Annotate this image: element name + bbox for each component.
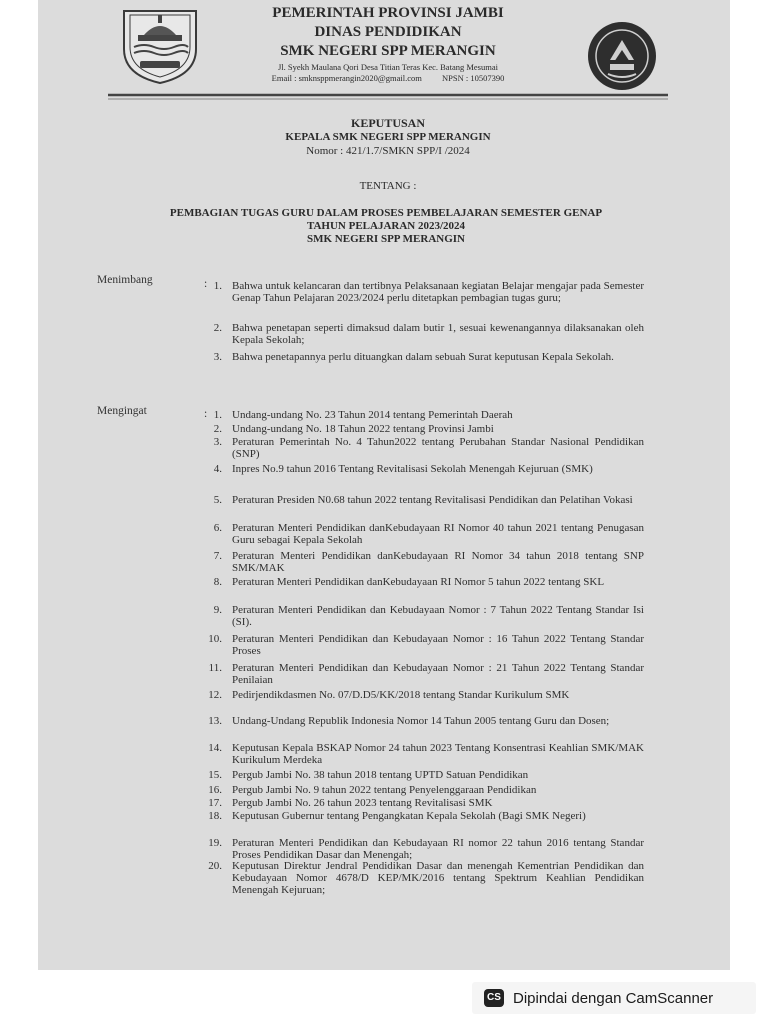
mengingat-item-text: Peraturan Pemerintah No. 4 Tahun2022 tentang Perubahan Standar Nasional Pendidikan (SNP) bbox=[232, 436, 644, 460]
mengingat-item-number: 9. bbox=[213, 604, 222, 616]
menimbang-item-number: 2. bbox=[213, 322, 222, 334]
mengingat-item-text: Undang-undang No. 23 Tahun 2014 tentang Pemerintah Daerah bbox=[232, 409, 513, 421]
menimbang-item-text: Bahwa penetapannya perlu dituangkan dalam sebuah Surat keputusan Kepala Sekolah. bbox=[232, 351, 614, 363]
mengingat-item-text: Pedirjendikdasmen No. 07/D.D5/KK/2018 tentang Standar Kurikulum SMK bbox=[232, 689, 570, 701]
decree-number: Nomor : 421/1.7/SMKN SPP/I /2024 bbox=[306, 145, 470, 157]
decree-title bbox=[188, 116, 588, 193]
subject-line-3: SMK NEGERI SPP MERANGIN bbox=[307, 233, 465, 245]
letterhead bbox=[188, 4, 588, 84]
letterhead-address: Jl. Syekh Maulana Qori Desa Titian Teras Kec. Batang Mesumai bbox=[278, 62, 498, 72]
mengingat-item-text: Peraturan Menteri Pendidikan dan Kebudayaan RI nomor 22 tahun 2016 tentang Standar Proses Pendidikan Dasar dan Menengah; bbox=[232, 837, 644, 861]
mengingat-item-number: 15. bbox=[208, 769, 222, 781]
menimbang-item-text: Bahwa untuk kelancaran dan tertibnya Pelaksanaan kegiatan Belajar mengajar pada Semester Genap Tahun Pelajaran 2023/2024 perlu ditetapkan pembagian tugas guru; bbox=[232, 280, 644, 304]
decree-about-label: TENTANG : bbox=[359, 180, 417, 192]
mengingat-item-number: 13. bbox=[208, 715, 222, 727]
letterhead-email: Email : smknsppmerangin2020@gmail.com bbox=[271, 73, 422, 83]
mengingat-item-number: 3. bbox=[213, 436, 222, 448]
mengingat-item-text: Peraturan Menteri Pendidikan danKebudayaan RI Nomor 40 tahun 2021 tentang Penugasan Guru sebagai Kepala Sekolah bbox=[232, 522, 644, 546]
camscanner-icon: CS bbox=[484, 989, 504, 1007]
mengingat-item-number: 16. bbox=[208, 784, 222, 796]
mengingat-item-text: Inpres No.9 tahun 2016 Tentang Revitalisasi Sekolah Menengah Kejuruan (SMK) bbox=[232, 463, 593, 475]
mengingat-item-number: 5. bbox=[213, 494, 222, 506]
mengingat-item-number: 14. bbox=[208, 742, 222, 754]
decree-issuer: KEPALA SMK NEGERI SPP MERANGIN bbox=[285, 131, 491, 143]
mengingat-item-number: 12. bbox=[208, 689, 222, 701]
decree-subject bbox=[140, 207, 632, 246]
mengingat-item-text: Keputusan Kepala BSKAP Nomor 24 tahun 2023 Tentang Konsentrasi Keahlian SMK/MAK Kurikulum Merdeka bbox=[232, 742, 644, 766]
letterhead-agency: DINAS PENDIDIKAN bbox=[314, 24, 462, 40]
mengingat-item-number: 1. bbox=[213, 409, 222, 421]
menimbang-item-text: Bahwa penetapan seperti dimaksud dalam butir 1, sesuai kewenangannya dilaksanakan oleh Kepala Sekolah; bbox=[232, 322, 644, 346]
subject-line-1: PEMBAGIAN TUGAS GURU DALAM PROSES PEMBELAJARAN SEMESTER GENAP bbox=[169, 207, 603, 219]
mengingat-item-number: 20. bbox=[208, 860, 222, 872]
mengingat-item-text: Keputusan Gubernur tentang Pengangkatan Kepala Sekolah (Bagi SMK Negeri) bbox=[232, 810, 586, 822]
letterhead-school: SMK NEGERI SPP MERANGIN bbox=[280, 43, 496, 59]
mengingat-item-text: Undang-Undang Republik Indonesia Nomor 14 Tahun 2005 tentang Guru dan Dosen; bbox=[232, 715, 610, 727]
mengingat-item-text: Pergub Jambi No. 9 tahun 2022 tentang Penyelenggaraan Pendidikan bbox=[232, 784, 537, 796]
mengingat-item-text: Undang-undang No. 18 Tahun 2022 tentang Provinsi Jambi bbox=[232, 423, 494, 435]
mengingat-item-number: 8. bbox=[213, 576, 222, 588]
decree-heading: KEPUTUSAN bbox=[350, 116, 425, 130]
letterhead-npsn: NPSN : 10507390 bbox=[441, 73, 505, 83]
scanned-document-page bbox=[38, 0, 730, 970]
menimbang-colon: : bbox=[204, 278, 208, 290]
letterhead-contact bbox=[188, 73, 588, 84]
letterhead-government: PEMERINTAH PROVINSI JAMBI bbox=[272, 5, 504, 21]
mengingat-item-number: 17. bbox=[208, 797, 222, 809]
mengingat-item-text: Peraturan Menteri Pendidikan dan Kebudayaan Nomor : 7 Tahun 2022 Tentang Standar Isi (SI). bbox=[232, 604, 644, 628]
letterhead-divider bbox=[108, 93, 668, 101]
mengingat-item-number: 4. bbox=[213, 463, 222, 475]
mengingat-item-text: Peraturan Menteri Pendidikan danKebudayaan RI Nomor 34 tahun 2018 tentang SNP SMK/MAK bbox=[232, 550, 644, 574]
mengingat-item-number: 7. bbox=[213, 550, 222, 562]
mengingat-item-number: 10. bbox=[208, 633, 222, 645]
mengingat-item-number: 11. bbox=[208, 662, 222, 674]
mengingat-item-text: Peraturan Menteri Pendidikan danKebudayaan RI Nomor 5 tahun 2022 tentang SKL bbox=[232, 576, 605, 588]
camscanner-watermark bbox=[472, 982, 756, 1014]
mengingat-item-number: 2. bbox=[213, 423, 222, 435]
subject-line-2: TAHUN PELAJARAN 2023/2024 bbox=[306, 220, 466, 232]
mengingat-item-number: 6. bbox=[213, 522, 222, 534]
mengingat-colon: : bbox=[204, 408, 208, 420]
menimbang-item-number: 1. bbox=[213, 280, 222, 292]
mengingat-item-text: Peraturan Menteri Pendidikan dan Kebudayaan Nomor : 16 Tahun 2022 Tentang Standar Proses bbox=[232, 633, 644, 657]
mengingat-item-text: Peraturan Presiden N0.68 tahun 2022 tentang Revitalisasi Pendidikan dan Pelatihan Vokasi bbox=[232, 494, 633, 506]
mengingat-item-text: Pergub Jambi No. 38 tahun 2018 tentang UPTD Satuan Pendidikan bbox=[232, 769, 529, 781]
mengingat-item-number: 19. bbox=[208, 837, 222, 849]
camscanner-text: Dipindai dengan CamScanner bbox=[513, 989, 714, 1007]
tut-wuri-handayani-logo-icon bbox=[586, 20, 658, 92]
menimbang-label: Menimbang bbox=[97, 274, 153, 286]
mengingat-label: Mengingat bbox=[97, 405, 147, 417]
menimbang-item-number: 3. bbox=[213, 351, 222, 363]
mengingat-item-text: Pergub Jambi No. 26 tahun 2023 tentang Revitalisasi SMK bbox=[232, 797, 493, 809]
mengingat-item-text: Peraturan Menteri Pendidikan dan Kebudayaan Nomor : 21 Tahun 2022 Tentang Standar Penilaian bbox=[232, 662, 644, 686]
mengingat-item-number: 18. bbox=[208, 810, 222, 822]
mengingat-item-text: Keputusan Direktur Jendral Pendidikan Dasar dan menengah Kementrian Pendidikan dan Kebudayaan Nomor 4678/D KEP/MK/2016 tentang Spektrum Keahlian Pendidikan Menengah Kejuruan; bbox=[232, 860, 644, 896]
